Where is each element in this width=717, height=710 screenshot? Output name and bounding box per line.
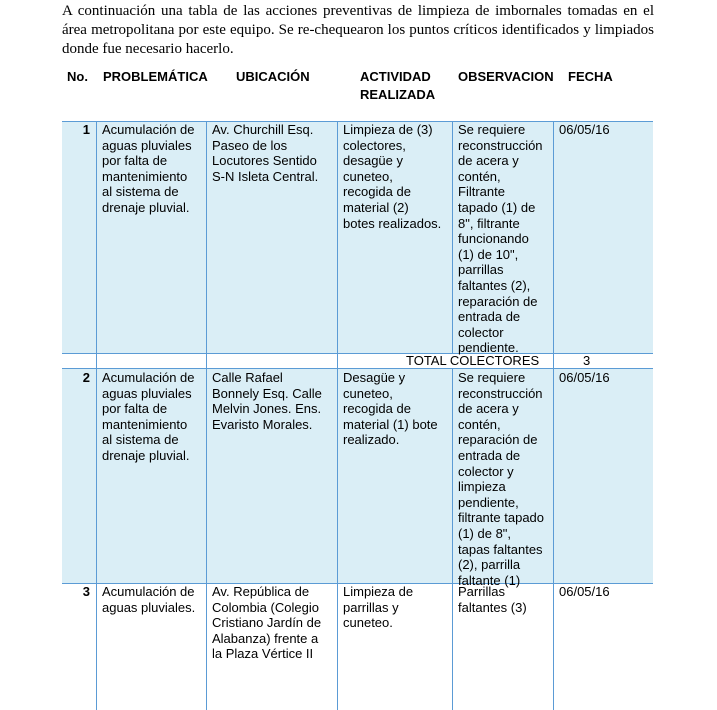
- row-2-problematica: Acumulación de aguas pluviales por falta de mantenimiento al sistema de drenaje pluvial.: [102, 370, 195, 463]
- header-fecha: FECHA: [568, 69, 613, 84]
- row-1-problematica: Acumulación de aguas pluviales por falta de mantenimiento al sistema de drenaje pluvial.: [102, 122, 195, 215]
- row-3-actividad: Limpieza de parrillas y cuneteo.: [343, 584, 414, 631]
- row-2-ubicacion: Calle Rafael Bonnely Esq. Calle Melvin Jones. Ens. Evaristo Morales.: [212, 370, 322, 432]
- col-divider-1a: [96, 121, 97, 353]
- total-colectores-label: TOTAL COLECTORES: [406, 353, 540, 368]
- row-3-observacion: Parrillas faltantes (3): [458, 584, 527, 615]
- row-1-observacion: Se requiere reconstrucción de acera y contén, Filtrante tapado (1) de 8", filtrante funcionando (1) de 10", parrillas faltantes (2), reparación de entrada de colector pendiente.: [458, 122, 543, 356]
- row-2-observacion: Se requiere reconstrucción de acera y contén, reparación de entrada de colector y limpieza pendiente, filtrante tapado (1) de 8", tapas faltantes (2), parrilla faltante (1): [458, 370, 545, 588]
- col-divider-4a: [452, 121, 453, 353]
- row-3-no: 3: [82, 584, 90, 599]
- row-2-fecha: 06/05/16: [559, 370, 610, 385]
- col-divider-5b: [553, 353, 554, 710]
- row-1-ubicacion: Av. Churchill Esq. Paseo de los Locutores Sentido S-N Isleta Central.: [212, 122, 319, 184]
- col-divider-4b: [452, 368, 453, 710]
- row-2-actividad: Desagüe y cuneteo, recogida de material (1) bote realizado.: [343, 370, 438, 448]
- row-1-bottom-border: [62, 353, 653, 354]
- row-1-no: 1: [82, 122, 90, 137]
- row-3-problematica: Acumulación de aguas pluviales.: [102, 584, 196, 615]
- header-no: No.: [67, 69, 88, 84]
- col-divider-3a: [337, 121, 338, 353]
- header-observacion: OBSERVACION: [458, 69, 554, 84]
- intro-paragraph: A continuación una tabla de las acciones preventivas de limpieza de imbornales tomadas en el área metropolitana por este equipo. Se re-chequearon los puntos críticos identificados y limpiados donde fue necesario hacerlo.: [62, 3, 654, 57]
- header-problematica: PROBLEMÁTICA: [103, 69, 208, 84]
- row-3-ubicacion: Av. República de Colombia (Colegio Cristiano Jardín de Alabanza) frente a la Plaza Vértice II: [212, 584, 322, 662]
- header-ubicacion: UBICACIÓN: [236, 69, 310, 84]
- total-colectores-value: 3: [583, 353, 591, 368]
- col-divider-5a: [553, 121, 554, 353]
- row-1-fecha: 06/05/16: [559, 122, 610, 137]
- header-actividad: ACTIVIDAD REALIZADA: [360, 69, 436, 102]
- row-3-fecha: 06/05/16: [559, 584, 610, 599]
- row-1-actividad: Limpieza de (3) colectores, desagüe y cuneteo, recogida de material (2) botes realizados.: [343, 122, 442, 231]
- col-divider-3b: [337, 368, 338, 710]
- col-divider-2a: [206, 121, 207, 353]
- col-divider-3-total: [337, 353, 338, 368]
- col-divider-2b: [206, 353, 207, 710]
- col-divider-1b: [96, 353, 97, 710]
- row-2-no: 2: [82, 370, 90, 385]
- total-row-bottom-border: [62, 368, 653, 369]
